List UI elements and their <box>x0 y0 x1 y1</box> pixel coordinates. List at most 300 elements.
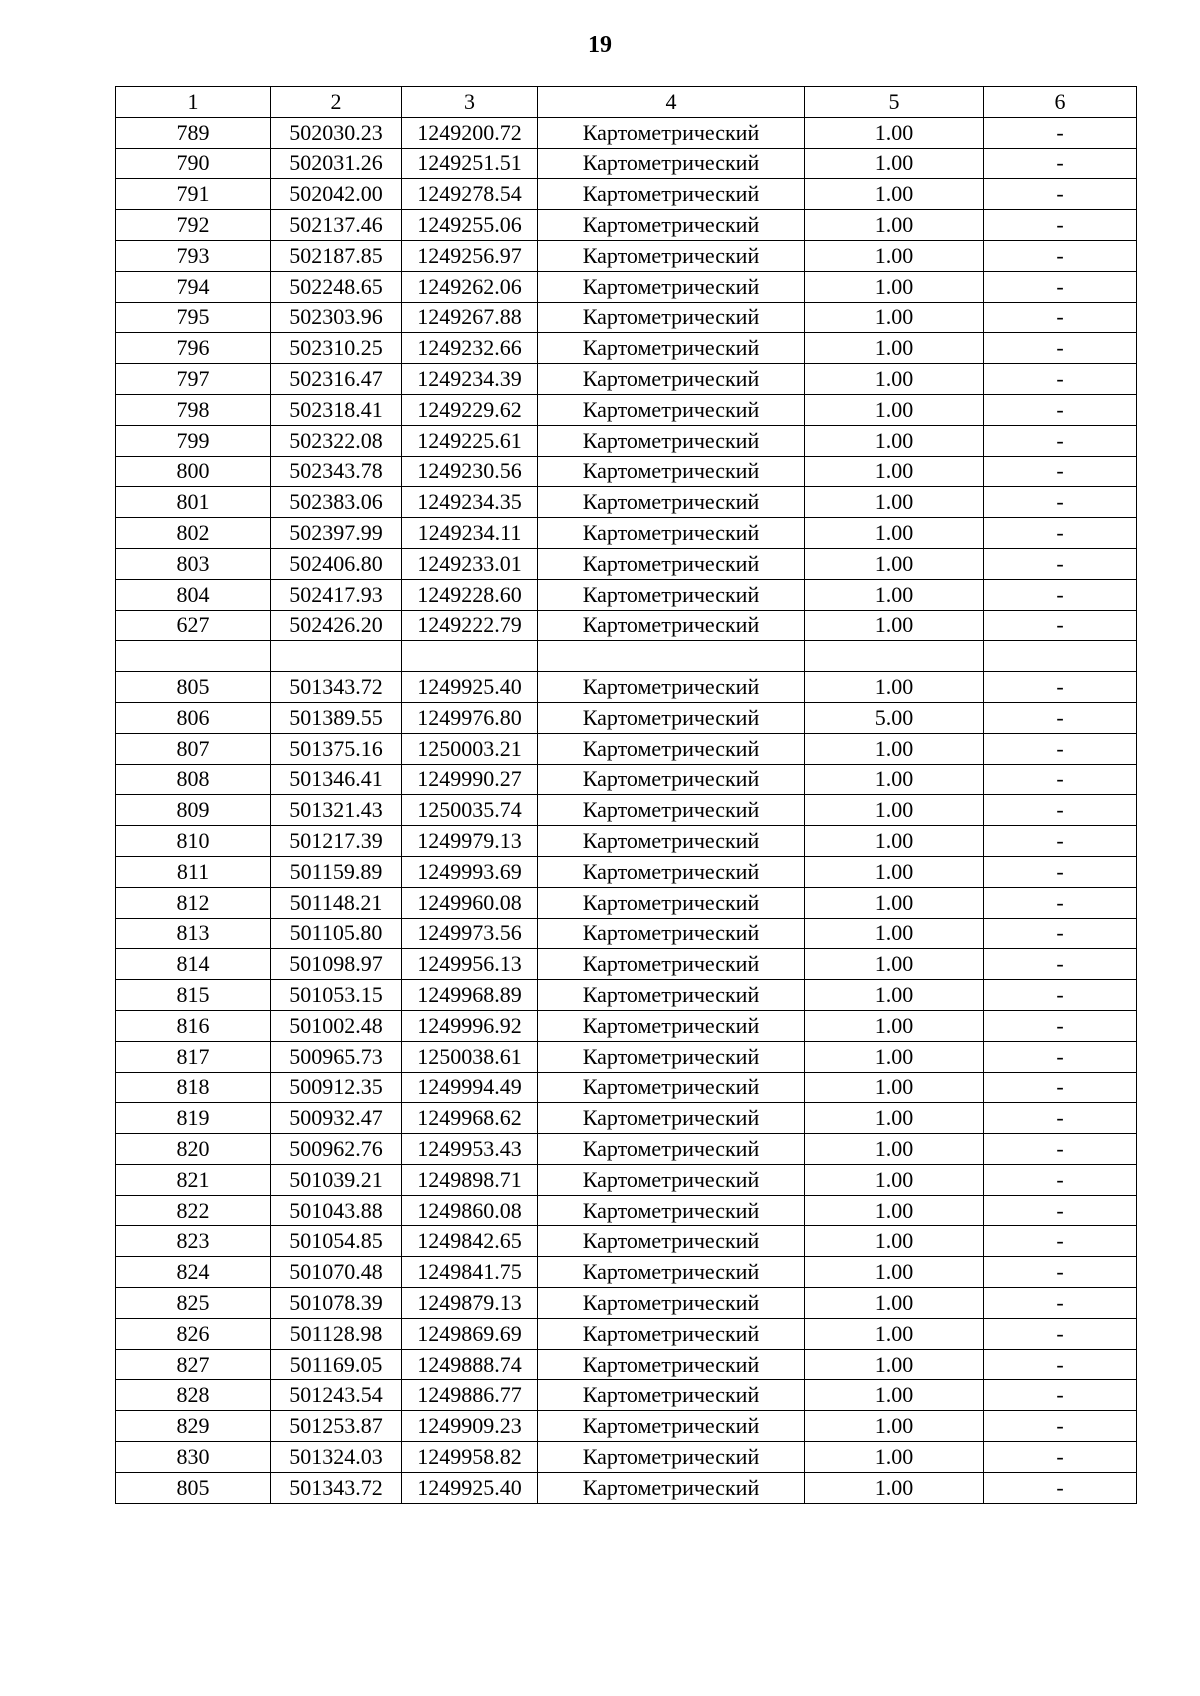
cell-point-number: 816 <box>116 1010 271 1041</box>
cell-point-number: 808 <box>116 764 271 795</box>
cell-point-number: 792 <box>116 210 271 241</box>
cell-x-coordinate: 502303.96 <box>271 302 402 333</box>
table-row <box>116 1349 1137 1380</box>
table-row <box>116 1072 1137 1103</box>
cell-description: - <box>984 579 1137 610</box>
cell-point-number: 797 <box>116 364 271 395</box>
cell-y-coordinate: 1249251.51 <box>402 148 538 179</box>
cell-x-coordinate: 501105.80 <box>271 918 402 949</box>
cell-description: - <box>984 425 1137 456</box>
cell-point-number: 814 <box>116 949 271 980</box>
cell-x-coordinate: 501253.87 <box>271 1411 402 1442</box>
cell-point-number: 803 <box>116 548 271 579</box>
cell-accuracy: 1.00 <box>805 1257 984 1288</box>
cell-method: Картометрический <box>538 1288 805 1319</box>
cell-x-coordinate: 501343.72 <box>271 1472 402 1503</box>
cell-y-coordinate: 1250003.21 <box>402 733 538 764</box>
cell-y-coordinate: 1249996.92 <box>402 1010 538 1041</box>
cell-description: - <box>984 764 1137 795</box>
page-number: 19 <box>588 32 612 58</box>
cell-y-coordinate: 1249842.65 <box>402 1226 538 1257</box>
cell-point-number: 805 <box>116 1472 271 1503</box>
cell-description: - <box>984 1010 1137 1041</box>
cell-y-coordinate: 1249968.62 <box>402 1103 538 1134</box>
cell-y-coordinate: 1250035.74 <box>402 795 538 826</box>
table-row <box>116 918 1137 949</box>
cell-accuracy: 1.00 <box>805 1072 984 1103</box>
cell-y-coordinate: 1249860.08 <box>402 1195 538 1226</box>
cell-method: Картометрический <box>538 1442 805 1473</box>
cell-y-coordinate: 1249222.79 <box>402 610 538 641</box>
cell-accuracy: 1.00 <box>805 1195 984 1226</box>
cell-x-coordinate: 501128.98 <box>271 1318 402 1349</box>
cell-description: - <box>984 1103 1137 1134</box>
cell-x-coordinate: 500932.47 <box>271 1103 402 1134</box>
cell-y-coordinate: 1249909.23 <box>402 1411 538 1442</box>
cell-description: - <box>984 918 1137 949</box>
cell-method: Картометрический <box>538 179 805 210</box>
table-row <box>116 764 1137 795</box>
table-row <box>116 240 1137 271</box>
cell-method: Картометрический <box>538 1226 805 1257</box>
cell-y-coordinate: 1249968.89 <box>402 980 538 1011</box>
cell-method: Картометрический <box>538 1041 805 1072</box>
table-row <box>116 1103 1137 1134</box>
cell-x-coordinate: 501002.48 <box>271 1010 402 1041</box>
cell-description: - <box>984 117 1137 148</box>
cell-point-number: 826 <box>116 1318 271 1349</box>
table-row <box>116 548 1137 579</box>
header-row <box>116 87 1137 118</box>
cell-point-number: 818 <box>116 1072 271 1103</box>
cell-method: Картометрический <box>538 1472 805 1503</box>
cell-description: - <box>984 1072 1137 1103</box>
cell-method: Картометрический <box>538 579 805 610</box>
table-row <box>116 1318 1137 1349</box>
cell-accuracy: 1.00 <box>805 210 984 241</box>
cell-point-number: 809 <box>116 795 271 826</box>
cell-description: - <box>984 179 1137 210</box>
cell-method: Картометрический <box>538 610 805 641</box>
cell-description: - <box>984 487 1137 518</box>
cell-method: Картометрический <box>538 1349 805 1380</box>
cell-description <box>984 641 1137 672</box>
cell-point-number: 824 <box>116 1257 271 1288</box>
table-row <box>116 733 1137 764</box>
cell-y-coordinate: 1249888.74 <box>402 1349 538 1380</box>
cell-x-coordinate: 502383.06 <box>271 487 402 518</box>
table-row <box>116 1442 1137 1473</box>
cell-description: - <box>984 702 1137 733</box>
cell-method: Картометрический <box>538 887 805 918</box>
cell-x-coordinate: 501346.41 <box>271 764 402 795</box>
cell-x-coordinate: 502397.99 <box>271 518 402 549</box>
cell-y-coordinate: 1249925.40 <box>402 672 538 703</box>
cell-point-number: 627 <box>116 610 271 641</box>
cell-description: - <box>984 333 1137 364</box>
table-row <box>116 148 1137 179</box>
cell-accuracy: 1.00 <box>805 1318 984 1349</box>
cell-description: - <box>984 1164 1137 1195</box>
cell-method: Картометрический <box>538 148 805 179</box>
cell-y-coordinate: 1249990.27 <box>402 764 538 795</box>
cell-method: Картометрический <box>538 548 805 579</box>
header-cell-col-5: 5 <box>805 87 984 118</box>
cell-method: Картометрический <box>538 210 805 241</box>
cell-method: Картометрический <box>538 733 805 764</box>
cell-x-coordinate: 501169.05 <box>271 1349 402 1380</box>
cell-accuracy: 1.00 <box>805 949 984 980</box>
cell-accuracy: 1.00 <box>805 733 984 764</box>
coordinates-table <box>115 86 1137 1504</box>
cell-description: - <box>984 518 1137 549</box>
cell-point-number: 791 <box>116 179 271 210</box>
cell-point-number: 828 <box>116 1380 271 1411</box>
cell-y-coordinate: 1249233.01 <box>402 548 538 579</box>
table-row <box>116 1010 1137 1041</box>
table-row <box>116 271 1137 302</box>
cell-y-coordinate: 1249278.54 <box>402 179 538 210</box>
table-row <box>116 826 1137 857</box>
cell-point-number: 790 <box>116 148 271 179</box>
cell-y-coordinate: 1249956.13 <box>402 949 538 980</box>
table-row <box>116 425 1137 456</box>
table-row <box>116 302 1137 333</box>
cell-accuracy: 1.00 <box>805 764 984 795</box>
cell-description: - <box>984 856 1137 887</box>
cell-y-coordinate: 1249993.69 <box>402 856 538 887</box>
cell-accuracy: 1.00 <box>805 1472 984 1503</box>
cell-y-coordinate: 1249234.35 <box>402 487 538 518</box>
cell-description: - <box>984 456 1137 487</box>
cell-point-number: 812 <box>116 887 271 918</box>
cell-description: - <box>984 733 1137 764</box>
table-row <box>116 1226 1137 1257</box>
table-row <box>116 487 1137 518</box>
cell-method: Картометрический <box>538 949 805 980</box>
cell-description: - <box>984 826 1137 857</box>
cell-accuracy: 1.00 <box>805 1442 984 1473</box>
cell-description: - <box>984 610 1137 641</box>
cell-x-coordinate: 500962.76 <box>271 1134 402 1165</box>
cell-y-coordinate: 1249979.13 <box>402 826 538 857</box>
cell-description: - <box>984 1257 1137 1288</box>
cell-description: - <box>984 1380 1137 1411</box>
cell-x-coordinate: 502322.08 <box>271 425 402 456</box>
cell-x-coordinate: 501389.55 <box>271 702 402 733</box>
table-row <box>116 1472 1137 1503</box>
table-row <box>116 856 1137 887</box>
cell-x-coordinate: 502031.26 <box>271 148 402 179</box>
cell-y-coordinate: 1249225.61 <box>402 425 538 456</box>
cell-method: Картометрический <box>538 394 805 425</box>
cell-description: - <box>984 240 1137 271</box>
cell-accuracy: 1.00 <box>805 487 984 518</box>
table-row <box>116 1411 1137 1442</box>
cell-method <box>538 641 805 672</box>
cell-method: Картометрический <box>538 795 805 826</box>
cell-y-coordinate: 1249256.97 <box>402 240 538 271</box>
cell-x-coordinate: 502310.25 <box>271 333 402 364</box>
cell-description: - <box>984 672 1137 703</box>
table-row <box>116 333 1137 364</box>
cell-x-coordinate: 500965.73 <box>271 1041 402 1072</box>
cell-y-coordinate: 1249234.39 <box>402 364 538 395</box>
cell-point-number: 802 <box>116 518 271 549</box>
cell-method: Картометрический <box>538 364 805 395</box>
cell-x-coordinate: 501321.43 <box>271 795 402 826</box>
cell-method: Картометрический <box>538 1318 805 1349</box>
cell-method: Картометрический <box>538 672 805 703</box>
cell-method: Картометрический <box>538 1072 805 1103</box>
cell-description: - <box>984 1195 1137 1226</box>
cell-method: Картометрический <box>538 764 805 795</box>
table-row <box>116 610 1137 641</box>
cell-accuracy <box>805 641 984 672</box>
cell-accuracy: 1.00 <box>805 795 984 826</box>
cell-method: Картометрический <box>538 702 805 733</box>
cell-description: - <box>984 1318 1137 1349</box>
cell-description: - <box>984 1041 1137 1072</box>
cell-accuracy: 1.00 <box>805 610 984 641</box>
cell-accuracy: 1.00 <box>805 394 984 425</box>
cell-point-number: 822 <box>116 1195 271 1226</box>
cell-description: - <box>984 302 1137 333</box>
cell-x-coordinate: 501070.48 <box>271 1257 402 1288</box>
cell-accuracy: 1.00 <box>805 302 984 333</box>
cell-x-coordinate <box>271 641 402 672</box>
cell-method: Картометрический <box>538 1411 805 1442</box>
cell-method: Картометрический <box>538 333 805 364</box>
cell-point-number: 823 <box>116 1226 271 1257</box>
cell-point-number: 820 <box>116 1134 271 1165</box>
cell-point-number: 805 <box>116 672 271 703</box>
cell-description: - <box>984 271 1137 302</box>
cell-method: Картометрический <box>538 456 805 487</box>
cell-accuracy: 1.00 <box>805 271 984 302</box>
cell-accuracy: 1.00 <box>805 117 984 148</box>
cell-description: - <box>984 394 1137 425</box>
cell-method: Картометрический <box>538 1134 805 1165</box>
cell-point-number: 807 <box>116 733 271 764</box>
cell-y-coordinate: 1249262.06 <box>402 271 538 302</box>
cell-y-coordinate: 1249200.72 <box>402 117 538 148</box>
cell-method: Картометрический <box>538 1195 805 1226</box>
cell-x-coordinate: 502406.80 <box>271 548 402 579</box>
cell-accuracy: 1.00 <box>805 364 984 395</box>
cell-description: - <box>984 1134 1137 1165</box>
cell-x-coordinate: 501043.88 <box>271 1195 402 1226</box>
table-row <box>116 887 1137 918</box>
cell-point-number: 799 <box>116 425 271 456</box>
cell-x-coordinate: 501039.21 <box>271 1164 402 1195</box>
cell-description: - <box>984 364 1137 395</box>
cell-accuracy: 1.00 <box>805 856 984 887</box>
cell-y-coordinate: 1249255.06 <box>402 210 538 241</box>
table-row <box>116 1195 1137 1226</box>
table-body <box>116 117 1137 1503</box>
cell-y-coordinate: 1249958.82 <box>402 1442 538 1473</box>
cell-accuracy: 1.00 <box>805 240 984 271</box>
cell-y-coordinate: 1249234.11 <box>402 518 538 549</box>
cell-method: Картометрический <box>538 1257 805 1288</box>
cell-accuracy: 1.00 <box>805 179 984 210</box>
cell-point-number: 813 <box>116 918 271 949</box>
cell-point-number: 796 <box>116 333 271 364</box>
cell-point-number: 794 <box>116 271 271 302</box>
cell-point-number: 806 <box>116 702 271 733</box>
table-row <box>116 702 1137 733</box>
table-row <box>116 1257 1137 1288</box>
cell-x-coordinate: 501054.85 <box>271 1226 402 1257</box>
cell-point-number: 827 <box>116 1349 271 1380</box>
cell-accuracy: 1.00 <box>805 1103 984 1134</box>
cell-x-coordinate: 502426.20 <box>271 610 402 641</box>
cell-description: - <box>984 548 1137 579</box>
cell-point-number: 817 <box>116 1041 271 1072</box>
cell-y-coordinate: 1249994.49 <box>402 1072 538 1103</box>
cell-x-coordinate: 502316.47 <box>271 364 402 395</box>
cell-x-coordinate: 501343.72 <box>271 672 402 703</box>
cell-accuracy: 1.00 <box>805 579 984 610</box>
cell-point-number: 810 <box>116 826 271 857</box>
cell-y-coordinate: 1249229.62 <box>402 394 538 425</box>
table-row <box>116 795 1137 826</box>
cell-method: Картометрический <box>538 1380 805 1411</box>
cell-method: Картометрический <box>538 487 805 518</box>
cell-accuracy: 1.00 <box>805 1288 984 1319</box>
table-row <box>116 1380 1137 1411</box>
cell-x-coordinate: 502318.41 <box>271 394 402 425</box>
cell-description: - <box>984 1472 1137 1503</box>
cell-method: Картометрический <box>538 918 805 949</box>
cell-x-coordinate: 502030.23 <box>271 117 402 148</box>
cell-description: - <box>984 949 1137 980</box>
table-header <box>116 87 1137 118</box>
cell-accuracy: 1.00 <box>805 148 984 179</box>
cell-x-coordinate: 501217.39 <box>271 826 402 857</box>
cell-x-coordinate: 502248.65 <box>271 271 402 302</box>
cell-x-coordinate: 502042.00 <box>271 179 402 210</box>
cell-x-coordinate: 501078.39 <box>271 1288 402 1319</box>
cell-x-coordinate: 501375.16 <box>271 733 402 764</box>
cell-method: Картометрический <box>538 856 805 887</box>
cell-accuracy: 1.00 <box>805 1226 984 1257</box>
cell-description: - <box>984 148 1137 179</box>
cell-description: - <box>984 1226 1137 1257</box>
cell-y-coordinate: 1249886.77 <box>402 1380 538 1411</box>
table-row <box>116 364 1137 395</box>
header-cell-col-2: 2 <box>271 87 402 118</box>
cell-x-coordinate: 500912.35 <box>271 1072 402 1103</box>
cell-y-coordinate: 1249267.88 <box>402 302 538 333</box>
cell-point-number: 798 <box>116 394 271 425</box>
cell-x-coordinate: 502417.93 <box>271 579 402 610</box>
cell-method: Картометрический <box>538 240 805 271</box>
table-row <box>116 1164 1137 1195</box>
cell-point-number: 800 <box>116 456 271 487</box>
cell-accuracy: 1.00 <box>805 672 984 703</box>
table-row <box>116 641 1137 672</box>
cell-x-coordinate: 501243.54 <box>271 1380 402 1411</box>
cell-y-coordinate <box>402 641 538 672</box>
cell-point-number: 829 <box>116 1411 271 1442</box>
cell-y-coordinate: 1249869.69 <box>402 1318 538 1349</box>
cell-accuracy: 1.00 <box>805 918 984 949</box>
cell-x-coordinate: 501053.15 <box>271 980 402 1011</box>
cell-accuracy: 1.00 <box>805 425 984 456</box>
cell-y-coordinate: 1249879.13 <box>402 1288 538 1319</box>
table-row <box>116 1288 1137 1319</box>
cell-x-coordinate: 501098.97 <box>271 949 402 980</box>
table-row <box>116 394 1137 425</box>
header-cell-col-6: 6 <box>984 87 1137 118</box>
cell-method: Картометрический <box>538 302 805 333</box>
cell-method: Картометрический <box>538 1010 805 1041</box>
header-cell-col-4: 4 <box>538 87 805 118</box>
cell-x-coordinate: 501159.89 <box>271 856 402 887</box>
table-row <box>116 117 1137 148</box>
cell-method: Картометрический <box>538 1103 805 1134</box>
cell-accuracy: 1.00 <box>805 1134 984 1165</box>
cell-description: - <box>984 795 1137 826</box>
table-row <box>116 179 1137 210</box>
cell-y-coordinate: 1249232.66 <box>402 333 538 364</box>
cell-method: Картометрический <box>538 425 805 456</box>
cell-accuracy: 5.00 <box>805 702 984 733</box>
cell-method: Картометрический <box>538 1164 805 1195</box>
cell-x-coordinate: 502187.85 <box>271 240 402 271</box>
cell-point-number: 830 <box>116 1442 271 1473</box>
cell-accuracy: 1.00 <box>805 1010 984 1041</box>
cell-x-coordinate: 501324.03 <box>271 1442 402 1473</box>
cell-accuracy: 1.00 <box>805 1041 984 1072</box>
cell-description: - <box>984 1349 1137 1380</box>
cell-accuracy: 1.00 <box>805 826 984 857</box>
cell-point-number: 825 <box>116 1288 271 1319</box>
cell-method: Картометрический <box>538 826 805 857</box>
cell-point-number: 815 <box>116 980 271 1011</box>
table-row <box>116 1134 1137 1165</box>
cell-accuracy: 1.00 <box>805 518 984 549</box>
table-row <box>116 949 1137 980</box>
table-row <box>116 672 1137 703</box>
cell-y-coordinate: 1249898.71 <box>402 1164 538 1195</box>
cell-accuracy: 1.00 <box>805 333 984 364</box>
cell-point-number: 795 <box>116 302 271 333</box>
cell-description: - <box>984 887 1137 918</box>
cell-y-coordinate: 1249228.60 <box>402 579 538 610</box>
table-row <box>116 1041 1137 1072</box>
table-row <box>116 980 1137 1011</box>
cell-point-number: 811 <box>116 856 271 887</box>
cell-y-coordinate: 1249230.56 <box>402 456 538 487</box>
table-row <box>116 456 1137 487</box>
cell-method: Картометрический <box>538 980 805 1011</box>
cell-point-number: 801 <box>116 487 271 518</box>
cell-accuracy: 1.00 <box>805 456 984 487</box>
cell-point-number: 793 <box>116 240 271 271</box>
cell-description: - <box>984 1411 1137 1442</box>
cell-accuracy: 1.00 <box>805 980 984 1011</box>
cell-description: - <box>984 1442 1137 1473</box>
cell-method: Картометрический <box>538 117 805 148</box>
header-cell-col-1: 1 <box>116 87 271 118</box>
cell-point-number <box>116 641 271 672</box>
cell-description: - <box>984 980 1137 1011</box>
cell-accuracy: 1.00 <box>805 1411 984 1442</box>
cell-accuracy: 1.00 <box>805 1349 984 1380</box>
